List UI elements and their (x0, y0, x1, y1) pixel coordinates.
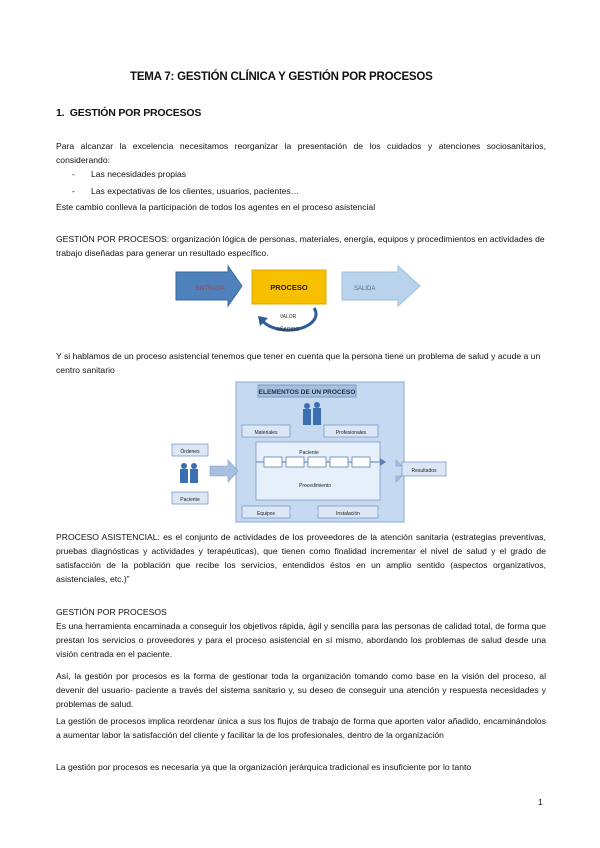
resultados-label: Resultados (411, 468, 437, 474)
bullet-marker: - (72, 186, 75, 196)
flow-step (286, 457, 304, 467)
section-heading (56, 107, 201, 119)
cycle-label-bottom: AÑADIDO (276, 327, 300, 333)
instalacion-label: Instalación (336, 511, 360, 517)
flow-step (264, 457, 282, 467)
page-number: 1 (538, 797, 543, 807)
intro-closing: Este cambio conlleva la participación de todos los agentes en el proceso asistencial (56, 202, 376, 212)
section-number: 1. (56, 107, 65, 119)
gp-paragraph: La gestión de procesos implica reordenar única a sus los flujos de trabajo de forma que aporten valor añadido, encaminándolos a aumentar labor la satisfacción del cliente y facilitar la de los profesionales, dentro de la organización (56, 716, 546, 740)
intro-paragraph: Para alcanzar la excelencia necesitamos reorganizar la presentación de los cuidados y atenciones sociosanitarios, considerando: (56, 141, 546, 165)
procedimiento-label: Procedimiento (299, 483, 331, 489)
bullet-item: Las expectativas de los clientes, usuarios, pacientes… (91, 186, 300, 196)
ordenes-label: Órdenes (180, 449, 200, 455)
bullet-marker: - (72, 169, 75, 179)
cycle-label-top: VALOR (279, 314, 297, 320)
equipos-label: Equipos (256, 511, 276, 517)
elements-diagram (166, 380, 448, 525)
gp-paragraph: Es una herramienta encaminada a conseguir los objetivos rápida, ágil y sencilla para las personas de calidad total, de forma que prestan los servicios o proveedores y para el proceso asistencial en sí mismo, abordando los problemas de salud desde una visión centrada en el paciente. (56, 621, 546, 659)
paciente-inner-label: Paciente (299, 450, 319, 456)
gp-paragraph: Así, la gestión por procesos es la forma de gestionar toda la organización tomando como base en la visión del proceso, al devenir del usuario- paciente a través del sistema sanitario y, su deseo de conseguir una atención y respuesta necesidades y problemas de salud. (56, 671, 546, 709)
page-title: TEMA 7: GESTIÓN CLÍNICA Y GESTIÓN POR PROCESOS (130, 71, 433, 83)
output-label: SALIDA (354, 286, 376, 292)
process-label: PROCESO (270, 283, 308, 292)
gp-definition: GESTIÓN POR PROCESOS: organización lógica de personas, materiales, energía, equipos y procedimientos en actividades de trabajo diseñadas para generar un resultado específico. (56, 234, 545, 258)
materiales-label: Materiales (254, 430, 278, 436)
gp-paragraph: La gestión por procesos es necesaria ya que la organización jerárquica tradicional es insuficiente por lo tanto (56, 762, 472, 772)
profesionales-label: Profesionales (335, 430, 367, 436)
flow-step (330, 457, 348, 467)
input-flow-arrow (210, 460, 238, 482)
patient-figure-icon (180, 463, 198, 483)
bullet-item: Las necesidades propias (91, 169, 187, 179)
elements-title: ELEMENTOS DE UN PROCESO (258, 389, 356, 396)
input-label: ENTRADA (196, 286, 225, 292)
flow-step (352, 457, 370, 467)
assist-intro: Y si hablamos de un proceso asistencial tenemos que tener en cuenta que la persona tiene un problema de salud y acude a un centro sanitario (56, 351, 541, 375)
proceso-asistencial: PROCESO ASISTENCIAL: es el conjunto de actividades de los proveedores de la atención sanitaria (estrategias preventivas, pruebas diagnósticas y actividades y terapéuticas), que tienen como finalidad incrementar el nivel de salud y el grado de satisfacción de la población que recibe los servicios, entendidos éstos en un amplio sentido (aspectos organizativos, asistenciales, etc.)” (56, 532, 546, 584)
section-title: GESTIÓN POR PROCESOS (69, 107, 202, 119)
flow-step (308, 457, 326, 467)
paciente-in-label: Paciente (180, 497, 200, 503)
gp-heading: GESTIÓN POR PROCESOS (56, 607, 167, 617)
process-diagram (174, 264, 430, 348)
